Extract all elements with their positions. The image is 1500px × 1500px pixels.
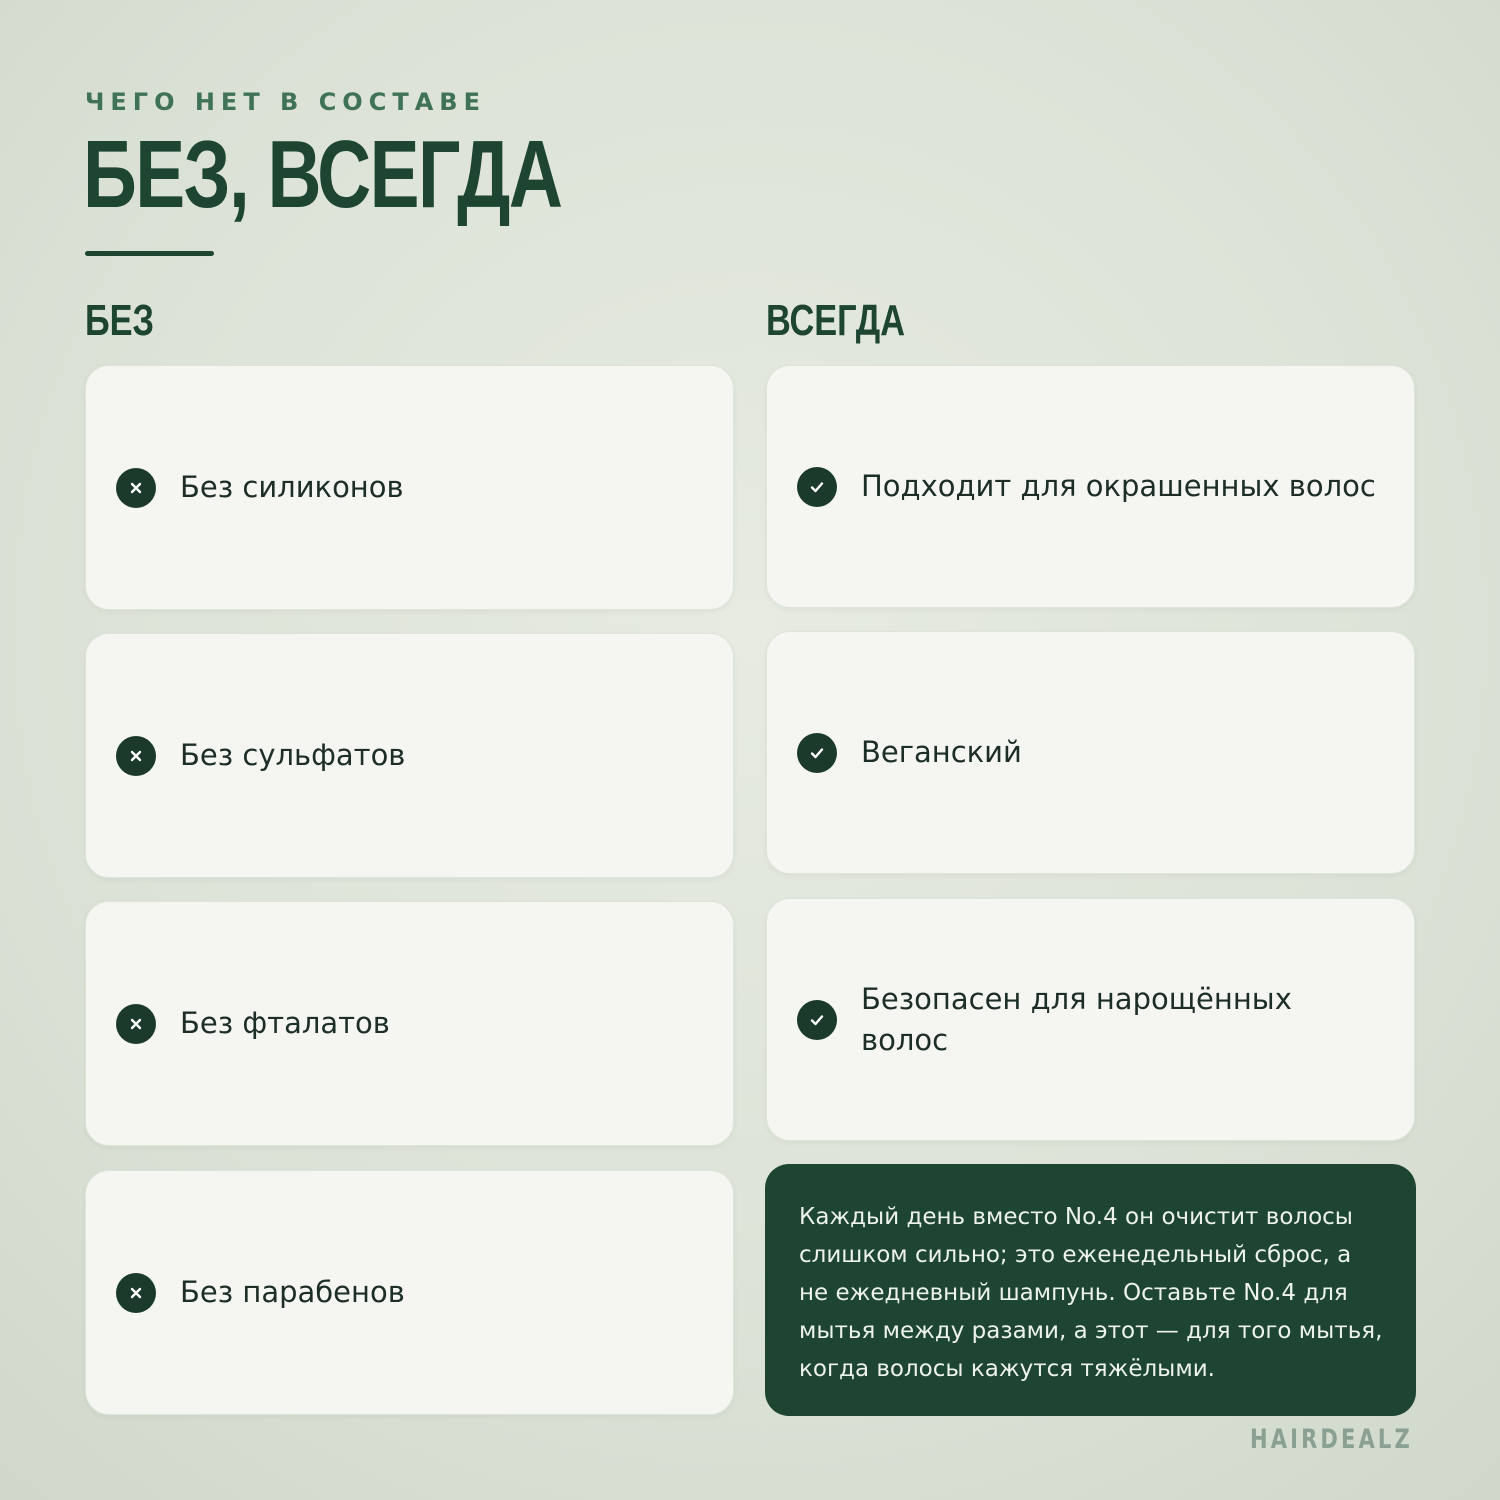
always-card-extension-safe bbox=[766, 898, 1415, 1141]
without-item-label: Без парабенов bbox=[180, 1275, 405, 1309]
always-column-heading: ВСЕГДА bbox=[766, 296, 905, 345]
always-card-vegan bbox=[766, 631, 1415, 874]
x-icon bbox=[116, 468, 156, 508]
always-item-label: Веганский bbox=[861, 735, 1022, 769]
always-item-label: Подходит для окрашенных волос bbox=[861, 469, 1376, 503]
always-card-color-safe bbox=[766, 365, 1415, 608]
x-icon bbox=[116, 1004, 156, 1044]
check-icon bbox=[797, 733, 837, 773]
without-card-silicones bbox=[85, 365, 734, 610]
check-icon bbox=[797, 467, 837, 507]
page-title: БЕЗ, ВСЕГДА bbox=[83, 121, 562, 228]
without-column-heading: БЕЗ bbox=[85, 296, 155, 345]
without-item-label: Без фталатов bbox=[180, 1006, 390, 1040]
without-card-phthalates bbox=[85, 901, 734, 1146]
always-item-label: Безопасен для нарощённых волос bbox=[861, 981, 1292, 1057]
usage-note-text: Каждый день вместо No.4 он очистит волосы слишком сильно; это еженедельный сброс, а не ежедневный шампунь. Оставьте No.4 для мытья между разами, а этот — для того мытья, когда волосы кажутся тяжёлыми. bbox=[799, 1204, 1383, 1382]
x-icon bbox=[116, 736, 156, 776]
title-underline bbox=[85, 251, 214, 256]
without-item-label: Без сульфатов bbox=[180, 738, 406, 772]
eyebrow-label: ЧЕГО НЕТ В СОСТАВЕ bbox=[85, 88, 486, 116]
usage-note-card bbox=[765, 1164, 1416, 1416]
without-card-parabens bbox=[85, 1170, 734, 1415]
brand-logo: HAIRDEALZ bbox=[1250, 1424, 1413, 1455]
without-item-label: Без силиконов bbox=[180, 470, 404, 504]
without-card-sulfates bbox=[85, 633, 734, 878]
check-icon bbox=[797, 1000, 837, 1040]
x-icon bbox=[116, 1273, 156, 1313]
